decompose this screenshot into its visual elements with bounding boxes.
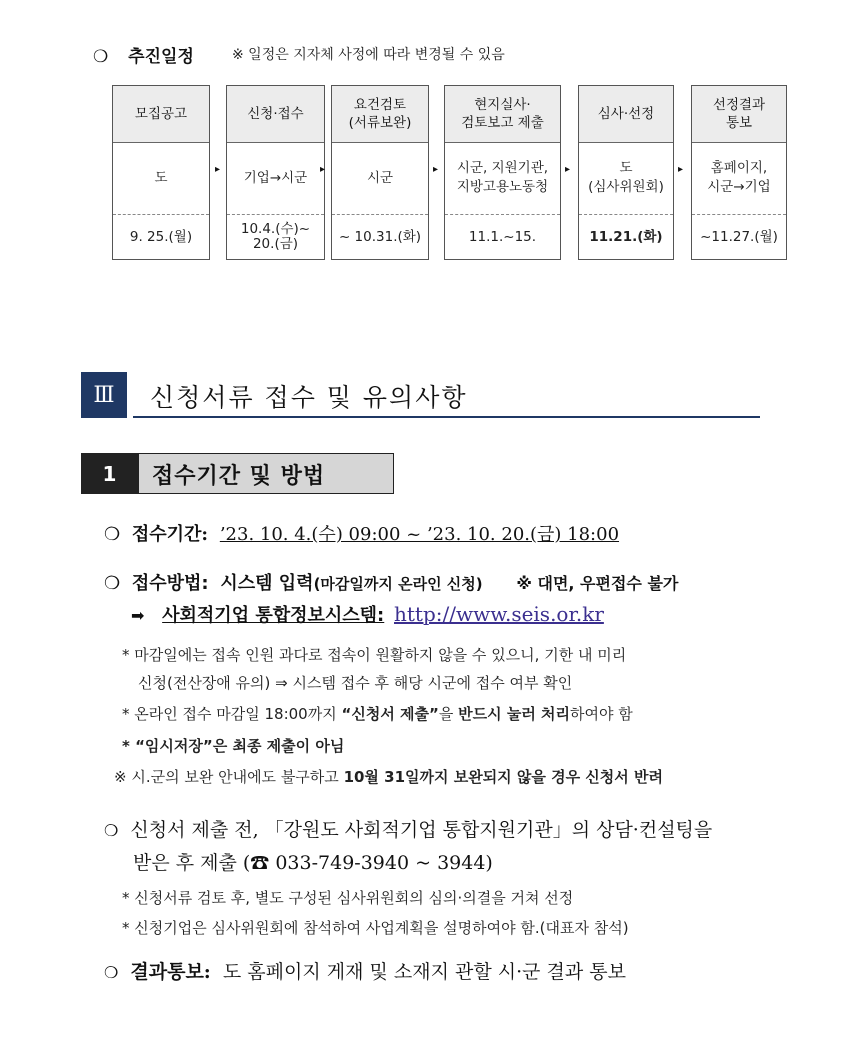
section-title: 신청서류 접수 및 유의사항 [150, 383, 468, 412]
period-value: ’23. 10. 4.(수) 09:00 ~ ’23. 10. 20.(금) 18:00 [219, 524, 620, 545]
schedule-step-4 [444, 85, 561, 260]
note-text: ※ 시.군의 보완 안내에도 불구하고 [114, 768, 344, 786]
step-head: 모집공고 [113, 86, 209, 143]
result-label: 결과통보: [130, 961, 211, 983]
arrow-right-icon: ▸ [565, 164, 571, 175]
step-head: 신청·접수 [227, 86, 324, 143]
step-head: 현지실사· 검토보고 제출 [445, 86, 560, 143]
system-url-link[interactable]: http://www.seis.or.kr [394, 602, 604, 626]
schedule-title: 추진일정 [128, 47, 194, 67]
step-head: 요건검토 (서류보완) [332, 86, 428, 143]
schedule-step-5 [578, 85, 674, 260]
schedule-step-2 [226, 85, 325, 260]
arrow-right-icon: ▸ [433, 164, 439, 175]
arrow-right-icon: ▸ [320, 164, 326, 175]
method-value: 시스템 입력 [220, 573, 314, 594]
step-head: 선정결과 통보 [692, 86, 786, 143]
consult-text: 신청서 제출 전, 「강원도 사회적기업 통합지원기관」의 상담·컨설팅을 [130, 819, 713, 841]
arrow-right-icon: ▸ [678, 164, 684, 175]
system-line [131, 601, 604, 627]
step-date: ~11.27.(월) [700, 228, 778, 245]
note-text: 하여야 함 [570, 705, 633, 723]
step-date: 10.4.(수)~ 20.(금) [240, 221, 311, 252]
circle-bullet-icon: ❍ [104, 524, 121, 545]
step-actor: 도 (심사위원회) [579, 142, 673, 215]
subsection-number: 1 [102, 461, 117, 486]
step-actor: 시군 [332, 142, 428, 215]
system-name: 사회적기업 통합정보시스템: [162, 605, 385, 626]
circle-bullet-icon: ❍ [104, 963, 119, 982]
subsection-title: 접수기간 및 방법 [152, 464, 326, 489]
step-actor: 기업→시군 [227, 142, 324, 215]
method-label: 접수방법: [131, 573, 209, 594]
schedule-step-6 [691, 85, 787, 260]
result-value: 도 홈페이지 게재 및 소재지 관할 시·군 결과 통보 [222, 961, 626, 983]
consult-text-2: 받은 후 제출 (☎ 033-749-3940 ~ 3944) [133, 852, 493, 874]
method-item [104, 569, 678, 595]
note-deadline-access: * 마감일에는 접속 인원 과다로 접속이 원활하지 않을 수 있으니, 기한 내 미리 [122, 646, 627, 664]
note-emphasis: 반드시 눌러 처리 [458, 705, 571, 723]
step-actor: 홈페이지, 시군→기업 [692, 142, 786, 215]
step-actor: 도 [113, 142, 209, 215]
circle-bullet-icon: ❍ [104, 573, 121, 594]
note-emphasis: 10월 31일까지 보완되지 않을 경우 신청서 반려 [343, 768, 663, 786]
step-date: 11.1.~15. [468, 228, 537, 245]
step-date: ~ 10.31.(화) [338, 228, 422, 245]
note-text: 을 [438, 705, 459, 723]
arrow-right-icon: ▸ [215, 164, 221, 175]
consult-item [104, 815, 712, 842]
note-deadline-access-2: 신청(전산장애 유의) ⇒ 시스템 접수 후 해당 시군에 접수 여부 확인 [138, 674, 573, 692]
step-head: 심사·선정 [579, 86, 673, 143]
note-temp-save: * “임시저장”은 최종 제출이 아님 [122, 737, 345, 755]
circle-bullet-icon: ❍ [93, 47, 109, 67]
note-text: * 온라인 접수 마감일 18:00까지 [122, 705, 342, 723]
step-date: 11.21.(화) [589, 228, 663, 245]
period-label: 접수기간: [131, 524, 209, 545]
method-paren: (마감일까지 온라인 신청) [313, 575, 483, 593]
step-actor: 시군, 지원기관, 지방고용노동청 [445, 142, 560, 215]
schedule-note: ※ 일정은 지자체 사정에 따라 변경될 수 있음 [232, 47, 505, 63]
section-number-badge: Ⅲ [81, 372, 127, 418]
method-note: ※ 대면, 우편접수 불가 [516, 574, 679, 593]
note-review: * 신청서류 검토 후, 별도 구성된 심사위원회의 심의·의결을 거쳐 선정 [122, 889, 574, 907]
arrow-right-icon: ➡ [131, 606, 145, 625]
note-submit-deadline [122, 703, 633, 724]
circle-bullet-icon: ❍ [104, 821, 119, 840]
schedule-step-1 [112, 85, 210, 260]
schedule-heading [93, 42, 194, 67]
note-rejection [114, 766, 663, 787]
schedule-step-3 [331, 85, 429, 260]
step-date: 9. 25.(월) [129, 228, 193, 245]
note-attend: * 신청기업은 심사위원회에 참석하여 사업계획을 설명하여야 함.(대표자 참석) [122, 919, 629, 937]
section-underline [133, 416, 760, 418]
result-item [104, 957, 626, 984]
note-emphasis: “신청서 제출” [341, 705, 439, 723]
period-item [104, 520, 619, 546]
